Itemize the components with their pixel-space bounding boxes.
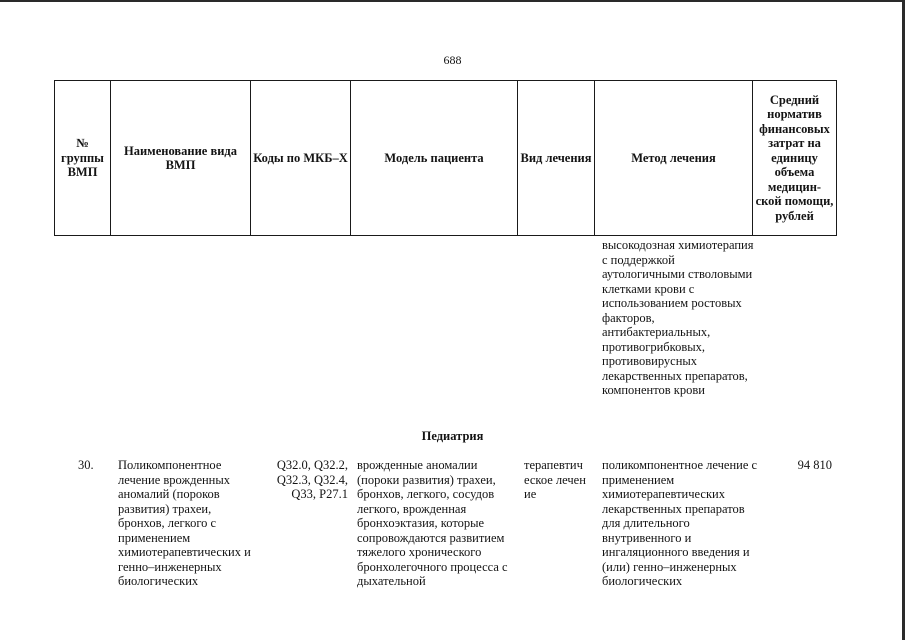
- header-patient-model: Модель пациента: [351, 81, 518, 236]
- page-edge-top: [0, 0, 905, 2]
- header-vmp-name: Наименование вида ВМП: [111, 81, 251, 236]
- table-header: [54, 80, 837, 236]
- page-number: 688: [443, 53, 462, 67]
- row-icd-codes: Q32.0, Q32.2, Q32.3, Q32.4, Q33, P27.1: [276, 458, 348, 501]
- row-patient-model: врожденные аномалии (пороки развития) трахеи, бронхов, легкого, сосудов легкого, врожденная бронхоэктазия, которые сопровождаются развитием тяжелого хронического бронхолегочного процесса с дыхательной: [357, 458, 508, 588]
- header-icd-codes: Коды по МКБ–Х: [251, 81, 351, 236]
- row-number: 30.: [78, 458, 94, 472]
- header-treatment-type: Вид лечения: [518, 81, 595, 236]
- row-average-cost: 94 810: [797, 458, 832, 472]
- header-treatment-method: Метод лечения: [595, 81, 753, 236]
- section-title: Педиатрия: [421, 429, 484, 443]
- header-average-cost: Средний норматив финансовых затрат на единицу объема медицин-ской помощи, рублей: [753, 81, 837, 236]
- row-vmp-name: Поликомпонентное лечение врожденных аномалий (пороков развития) трахеи, бронхов, легкого с применением химиотерапевтических и генно–инженерных биологических: [118, 458, 251, 588]
- continuation-method: высокодозная химиотерапия с поддержкой аутологичными стволовыми клетками крови с использованием ростовых факторов, антибактериальных, противогрибковых, противовирусных лекарственных препаратов, компонентов крови: [602, 238, 754, 397]
- header-group-number: № группы ВМП: [55, 81, 111, 236]
- row-treatment-type: терапевтическое лечение: [524, 458, 586, 501]
- row-treatment-method: поликомпонентное лечение с применением химиотерапевтических лекарственных препаратов для длительного внутривенного и ингаляционного введения и (или) генно–инженерных биологических: [602, 458, 758, 588]
